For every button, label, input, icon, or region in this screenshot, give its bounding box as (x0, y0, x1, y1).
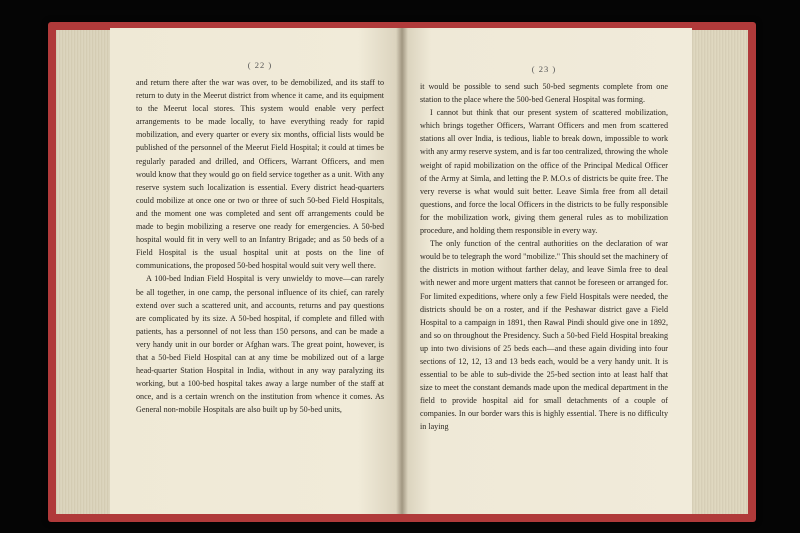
right-page-edges (686, 30, 748, 514)
left-paragraph-2: A 100-bed Indian Field Hospital is very unwieldy to move—can rarely be all together, in one camp, the personal influence of its chief, can rarely extend over such a scattered unit, and accounts, returns and pay questions are complicated by its size. A 50-bed hospital, if complete and filled with patients, has a personnel of not less than 150 persons, and can be made a very handy unit in our border or Afghan wars. The great point, however, is that a 50-bed Field Hospital can at any time be mobilized out of a large head-quarter Station Hospital in India, without in any way paralyzing its working, but a 100-bed hospital takes away a large number of the staff at once, and is a certain wrench on the institution from whence it comes. As General non-mobile Hospitals are also built up by 50-bed units, (136, 274, 384, 415)
left-page-edges (56, 30, 114, 514)
right-paragraph-1: it would be possible to send such 50-bed segments complete from one station to the place where the 500-bed General Hospital was forming. (420, 82, 668, 105)
right-paragraph-3: The only function of the central authorities on the declaration of war would be to telegraph the word "mobilize." This should set the machinery of the districts in motion without farther delay, and leave Simla free to deal with newer and more urgent matters that cannot be foreseen or arranged for. For limited expeditions, where only a few Field Hospitals were needed, the districts should be on a roster, and if the Peshawar district gave a Field Hospital to a campaign in 1891, then Rawal Pindi should give one in 1892, and so on throughout the Presidency. Such a 50-bed Field Hospital breaking up into two divisions of 25 beds each—and these again dividing into four sections of 12, 12, 13 and 13 beds each, would be a very handy unit. It is essential to be able to sub-divide the 25-bed section into at least half that size to meet the constant demands made upon the medical department in the field to provide hospital aid for small detachments of a couple of companies. In our border wars this is highly essential. There is no difficulty in laying (420, 239, 668, 432)
left-paragraph-1: and return there after the war was over, to be demobilized, and its staff to return to duty in the Meerut district from whence it came, and its equipment to the Meerut local stores. This system would enable very perfect arrangements to be made locally, to have everything ready for rapid mobilization, and every quarter or every six months, official lists would be published of the personnel of the Meerut Field Hospital; it could at times be regularly paraded and drilled, and Officers, Warrant Officers, and men would know that they would go on field service together as a unit. With any reserve system such localization is essential. Every district head-quarters could mobilize at once one or two or three of such 50-bed Field Hospitals, and the moment one was completed and sent off arrangements could be made to begin mobilizing a reserve one ready for emergencies. A 50-bed hospital would fit in very well to an Infantry Brigade; and as 50 beds of a Field Hospital is the usual hospital unit at posts on the line of communications, the proposed 50-bed hospital would suit very well there. (136, 78, 384, 271)
left-page-text (136, 76, 384, 416)
left-page (110, 28, 402, 514)
right-page-number: ( 23 ) (531, 64, 557, 74)
right-page-text (420, 80, 668, 434)
right-page (402, 28, 692, 514)
left-page-number: ( 22 ) (247, 60, 273, 70)
book-gutter (396, 28, 408, 514)
right-paragraph-2: I cannot but think that our present system of scattered mobilization, which brings together Officers, Warrant Officers and men from scattered stations all over India, is tedious, liable to break down, impossible to work with any army reserve system, and is far too centralized, throwing the whole weight of rapid mobilization on the office of the Principal Medical Officer of the Army at Simla, and letting the P. M.O.s of districts be quite free. The very reverse is what would suit better. Leave Simla free from all detail questions, and force the local Officers in the districts to be fully responsible for the mobilization work, giving them general rules as to mobilization procedure, and holding them responsible in every way. (420, 108, 668, 236)
